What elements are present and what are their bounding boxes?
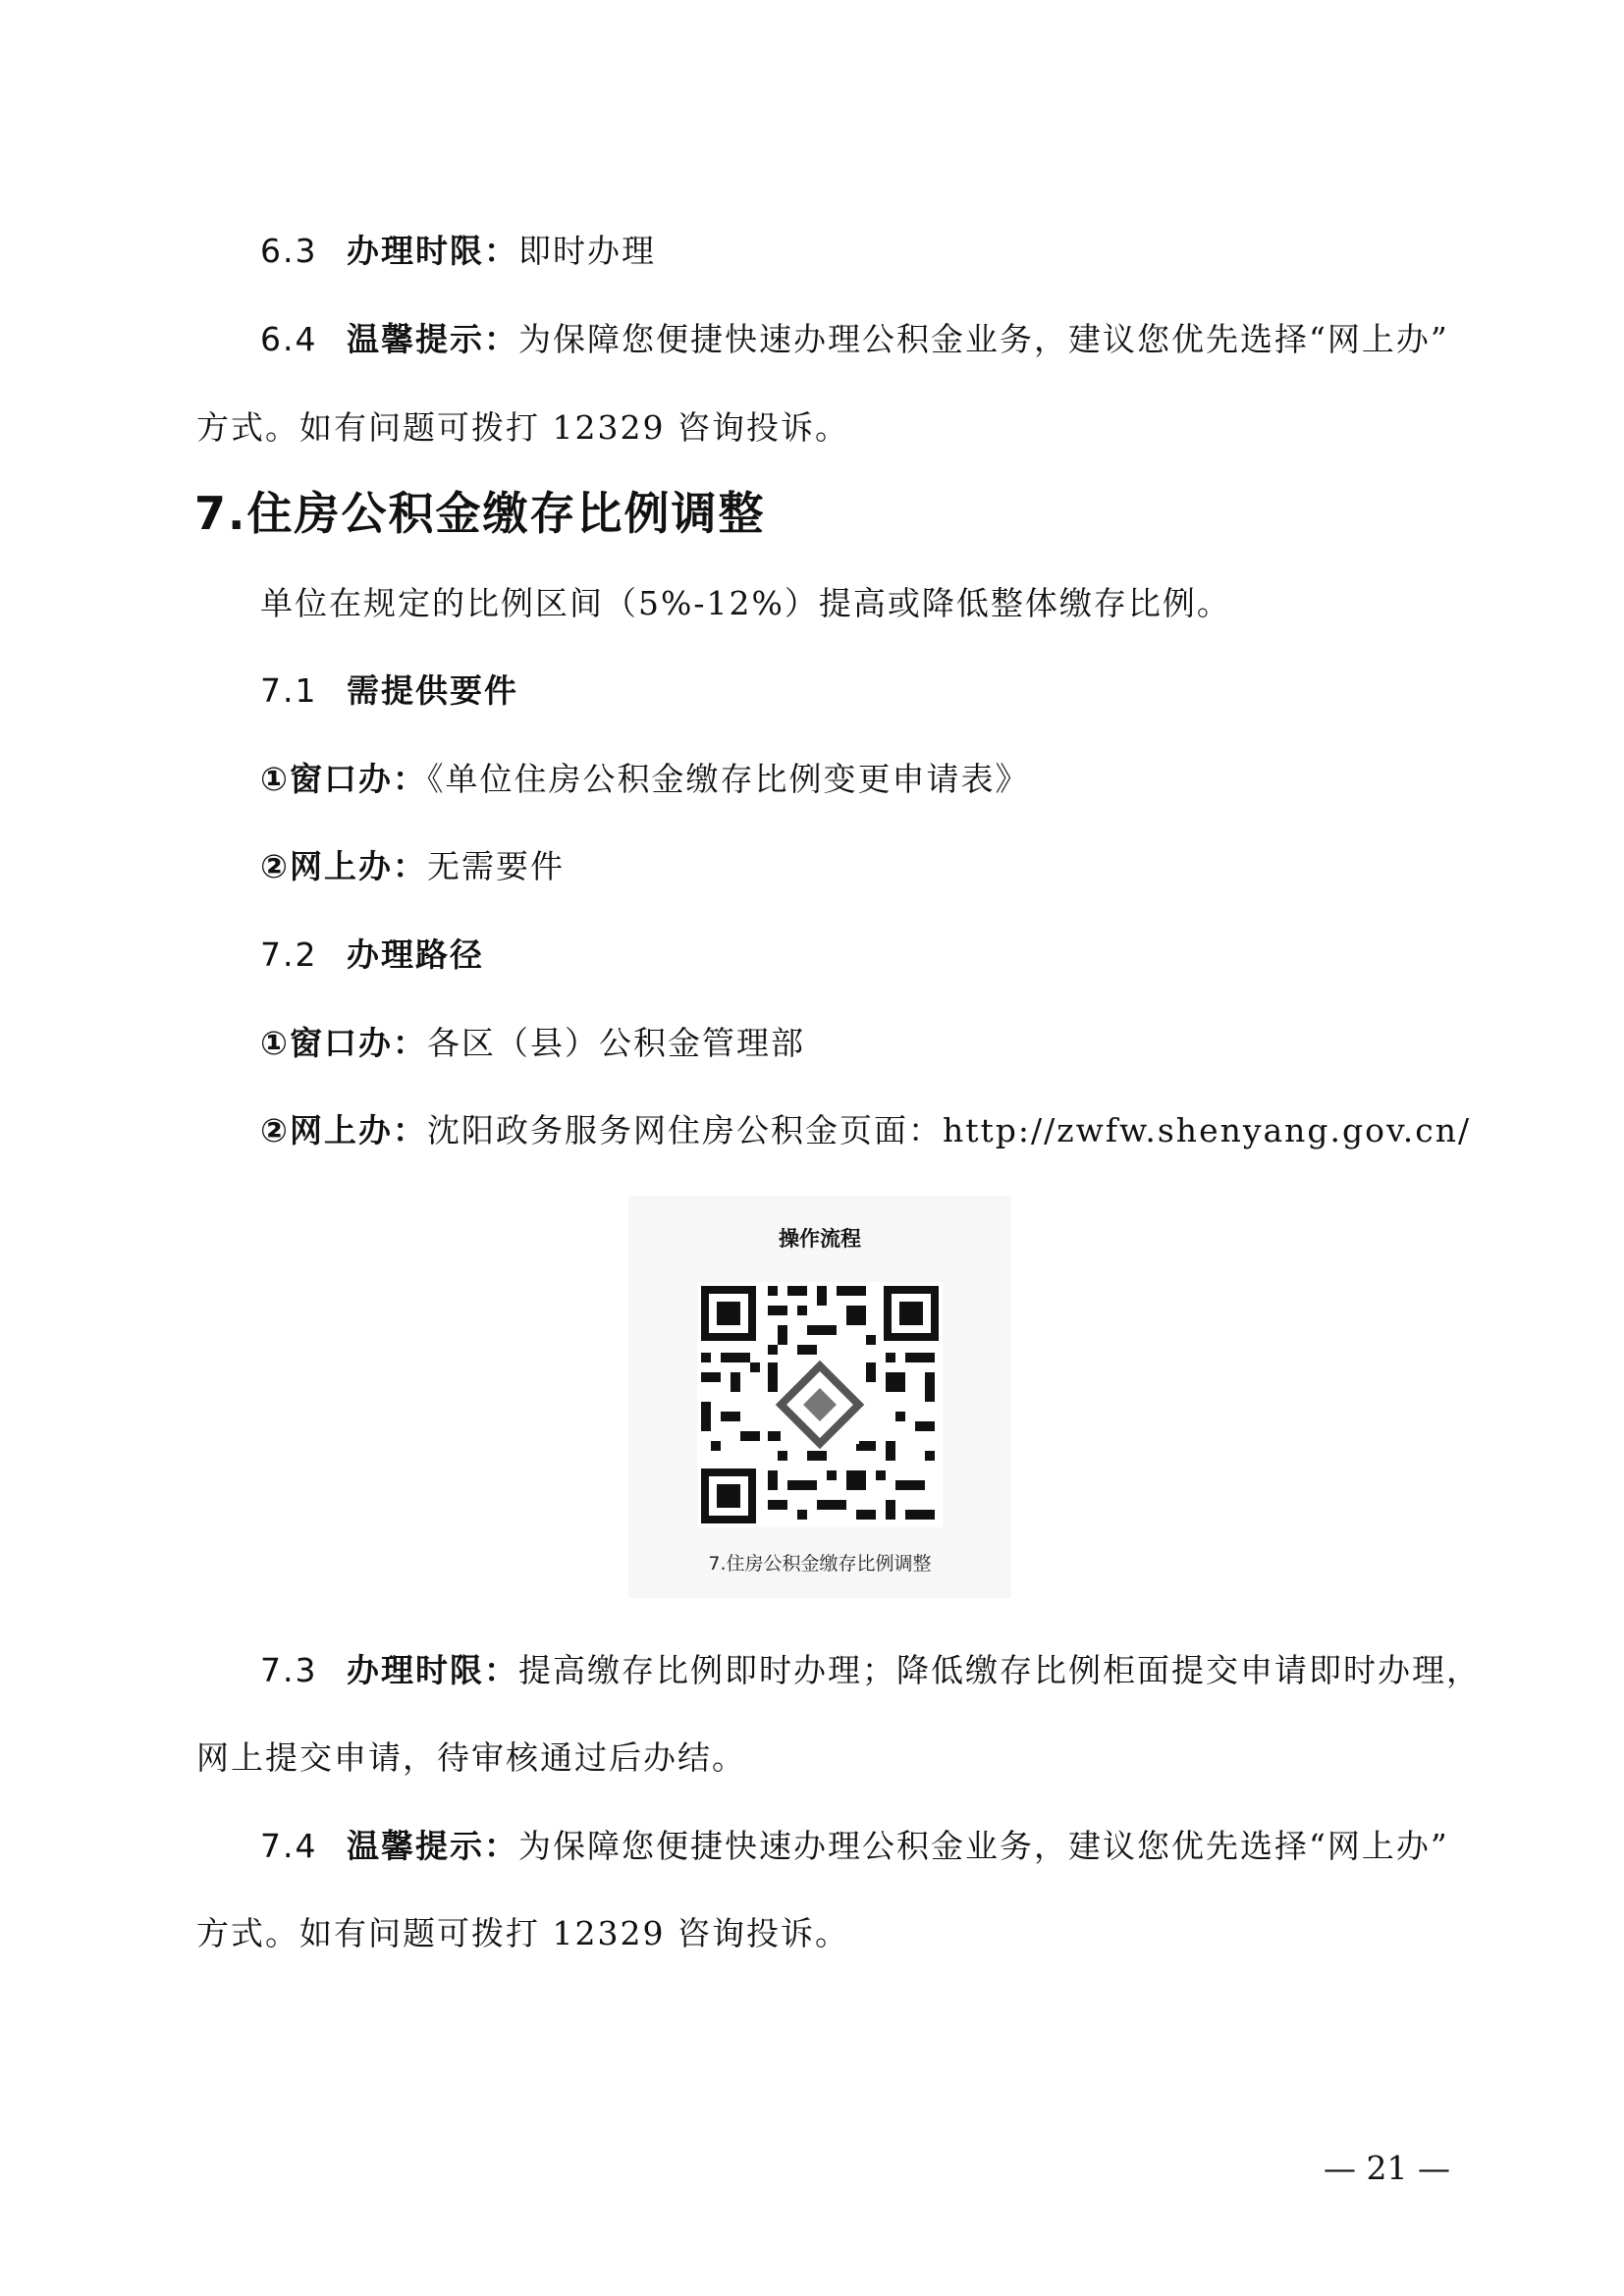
item-7-2 [260, 932, 484, 979]
item-label: 需提供要件 [347, 671, 518, 710]
item-6-4-continuation: 方式。如有问题可拨打 12329 咨询投诉。 [196, 408, 849, 447]
item-number: 6.3 [260, 232, 318, 270]
item-label: 办理路径 [347, 935, 484, 974]
item-text: 为保障您便捷快速办理公积金业务，建议您优先选择“网上办” [518, 1827, 1449, 1865]
online-path [260, 1107, 1471, 1154]
window-requirement [260, 756, 1029, 803]
online-url[interactable]: 沈阳政务服务网住房公积金页面：http://zwfw.shenyang.gov.cn/ [426, 1111, 1472, 1149]
window-label: ①窗口办： [260, 760, 427, 798]
section-intro: 单位在规定的比例区间（5%-12%）提高或降低整体缴存比例。 [260, 584, 1231, 622]
window-text: 各区（县）公积金管理部 [426, 1024, 805, 1062]
item-7-4-continuation: 方式。如有问题可拨打 12329 咨询投诉。 [196, 1914, 849, 1952]
item-label: 温馨提示： [347, 320, 518, 358]
window-path [260, 1020, 805, 1067]
item-7-4 [260, 1823, 1449, 1870]
item-text: 即时办理 [518, 232, 656, 270]
item-label: 办理时限： [347, 1651, 518, 1689]
item-label: 温馨提示： [347, 1827, 518, 1865]
item-label: 办理时限： [347, 232, 518, 270]
item-number: 7.3 [260, 1651, 318, 1689]
page-number: — 21 — [1324, 2149, 1450, 2187]
item-text: 提高缴存比例即时办理；降低缴存比例柜面提交申请即时办理， [518, 1651, 1481, 1689]
item-text: 为保障您便捷快速办理公积金业务，建议您优先选择“网上办” [518, 320, 1449, 358]
qr-code-image[interactable] [697, 1282, 943, 1527]
item-number: 7.4 [260, 1827, 318, 1865]
item-7-3-continuation: 网上提交申请，待审核通过后办结。 [196, 1738, 746, 1777]
item-7-3 [260, 1647, 1481, 1694]
item-number: 7.1 [260, 671, 318, 710]
window-label: ①窗口办： [260, 1024, 427, 1062]
qr-caption: 7.住房公积金缴存比例调整 [708, 1553, 932, 1575]
section-heading: 7.住房公积金缴存比例调整 [194, 487, 766, 540]
qr-code-panel [628, 1196, 1011, 1598]
item-6-3 [260, 228, 656, 275]
item-6-4 [260, 316, 1449, 363]
online-label: ②网上办： [260, 1111, 427, 1149]
online-requirement [260, 843, 565, 890]
online-text: 无需要件 [426, 847, 565, 885]
item-7-1 [260, 667, 518, 715]
item-number: 7.2 [260, 935, 318, 974]
online-label: ②网上办： [260, 847, 427, 885]
window-text: 《单位住房公积金缴存比例变更申请表》 [426, 760, 1030, 798]
qr-title: 操作流程 [779, 1227, 861, 1251]
item-number: 6.4 [260, 320, 318, 358]
